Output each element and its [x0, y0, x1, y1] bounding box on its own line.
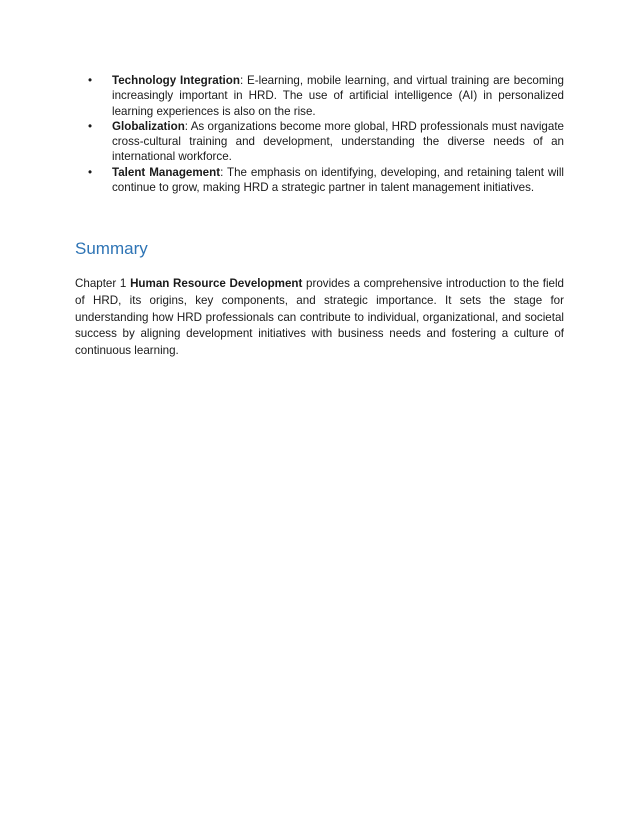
bullet-term: Technology Integration	[112, 74, 240, 87]
bullet-icon: •	[88, 119, 93, 133]
bullet-text: : The emphasis on identifying, developing, and retaining talent will continue to grow, making HRD a strategic partner in talent management initiatives.	[112, 165, 564, 195]
summary-body: provides a comprehensive introduction to the field of HRD, its origins, key components, and strategic importance. It sets the stage for understanding how HRD professionals can contribute to individual, organizational, and societal success by aligning development initiatives with business needs and fostering a culture of continuous learning.	[75, 277, 564, 358]
bullet-icon: •	[88, 74, 93, 87]
bullet-icon: •	[88, 165, 93, 179]
bullet-item-talent-management	[88, 165, 564, 196]
bullet-item-technology-integration	[88, 73, 564, 119]
bullet-text: : E-learning, mobile learning, and virtual training are becoming increasingly important in HRD. The use of artificial intelligence (AI) in personalized learning experiences is also on the rise.	[112, 74, 564, 118]
summary-paragraph	[75, 276, 564, 360]
trend-bullet-list	[88, 73, 564, 195]
bullet-text: : As organizations become more global, HRD professionals must navigate cross-cultural training and development, understanding the diverse needs of an international workforce.	[112, 119, 564, 164]
summary-heading: Summary	[75, 239, 148, 258]
bullet-item-globalization	[88, 119, 564, 165]
bullet-term: Talent Management	[112, 165, 221, 179]
summary-strong-title: Human Resource Development	[130, 277, 303, 290]
summary-prefix: Chapter 1	[75, 277, 131, 290]
bullet-term: Globalization	[112, 119, 185, 133]
